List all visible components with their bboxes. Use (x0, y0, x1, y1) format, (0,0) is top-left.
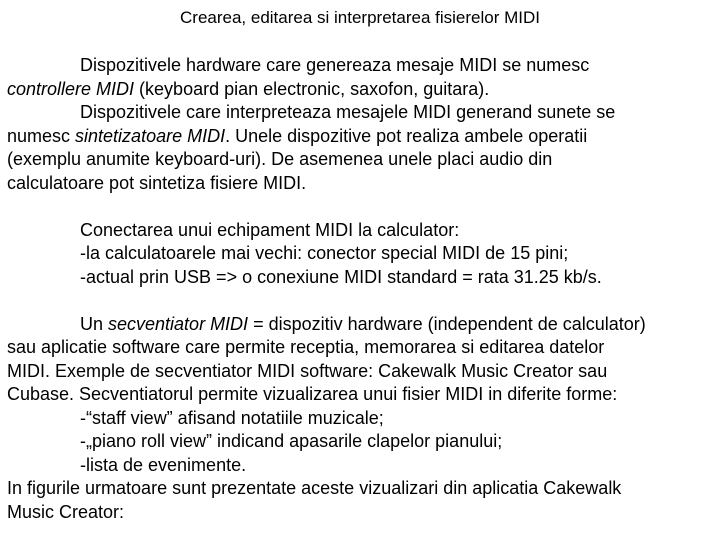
paragraph-2-line-4: calculatoare pot sintetiza fisiere MIDI. (7, 172, 307, 193)
paragraph-2-line-1: Dispozitivele care interpreteaza mesajele MIDI generand sunete se (80, 102, 616, 122)
term-sintetizatoare-midi: sintetizatoare MIDI (75, 125, 226, 146)
paragraph-3-line-2: -la calculatoarele mai vechi: conector special MIDI de 15 pini; (80, 243, 569, 263)
paragraph-3-line-3: -actual prin USB => o conexiune MIDI standard = rata 31.25 kb/s. (80, 266, 602, 287)
paragraph-4-line-9: Music Creator: (7, 501, 125, 522)
term-secventiator-midi: secventiator MIDI (108, 313, 249, 334)
paragraph-4-line-1-pre: Un (80, 313, 109, 334)
paragraph-2-line-2-pre: numesc (7, 125, 76, 146)
paragraph-1-line-2 (7, 78, 715, 102)
page-title: Crearea, editarea si interpretarea fisierelor MIDI (180, 8, 540, 27)
paragraph-2-line-3: (exemplu anumite keyboard-uri). De asemenea unele placi audio din (7, 149, 553, 169)
paragraph-4-line-6: -„piano roll view” indicand apasarile clapelor pianului; (80, 431, 503, 451)
paragraph-4-line-1-rest: = dispozitiv hardware (independent de calculator) (248, 313, 646, 334)
spacer (7, 195, 715, 219)
paragraph-4-line-4: Cubase. Secventiatorul permite vizualizarea unui fisier MIDI in diferite forme: (7, 384, 618, 404)
spacer (7, 289, 715, 313)
term-controllere-midi: controllere MIDI (7, 78, 135, 99)
paragraph-4-line-1 (7, 313, 715, 337)
paragraph-4-line-2: sau aplicatie software care permite receptia, memorarea si editarea datelor (7, 337, 605, 357)
paragraph-1-line-2-rest: (keyboard pian electronic, saxofon, guitara). (134, 78, 490, 99)
paragraph-4-line-7: -lista de evenimente. (80, 454, 247, 475)
paragraph-1-line-1: Dispozitivele hardware care genereaza mesaje MIDI se numesc (80, 55, 590, 75)
paragraph-4-line-5: -“staff view” afisand notatiile muzicale; (80, 407, 384, 428)
paragraph-2-line-2-rest: . Unele dispozitive pot realiza ambele operatii (225, 125, 588, 146)
paragraph-4-line-8: In figurile urmatoare sunt prezentate aceste vizualizari din aplicatia Cakewalk (7, 478, 622, 498)
body-text (7, 54, 715, 524)
paragraph-4-line-3: MIDI. Exemple de secventiator MIDI software: Cakewalk Music Creator sau (7, 360, 608, 381)
paragraph-3-line-1: Conectarea unui echipament MIDI la calculator: (80, 219, 460, 240)
paragraph-2-line-2 (7, 125, 715, 149)
